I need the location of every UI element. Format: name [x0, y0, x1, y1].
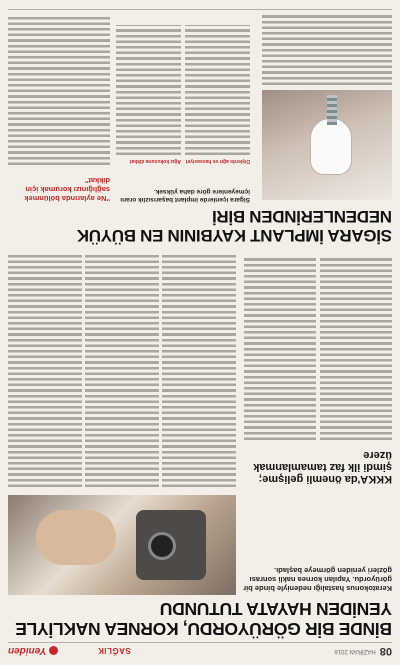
section-label: SAĞLIK	[97, 646, 131, 656]
article-column	[262, 15, 392, 85]
article-column	[162, 255, 236, 487]
middle-story-deck: Sigara içenlerde implant başarısızlık oranı içmeyenlere göre daha yüksek.	[120, 188, 250, 203]
issue-date: HAZİRAN 2016	[334, 648, 376, 654]
text-lines	[162, 255, 236, 487]
article-column	[8, 255, 82, 487]
text-lines	[320, 255, 392, 440]
article-column	[244, 255, 316, 440]
top-story-headline: BİNDE BİR GÖRÜYORDU, KORNEA NAKLİYLE YENİDEN HAYATA TUTUNDU	[15, 599, 392, 639]
text-lines	[185, 25, 250, 155]
text-lines	[8, 15, 110, 165]
implant-screw-shape	[327, 95, 337, 125]
masthead	[8, 642, 392, 659]
article-column	[85, 255, 159, 487]
article-column	[116, 15, 181, 165]
footer-rule	[8, 9, 392, 10]
logo-text: Yeniden	[8, 645, 47, 657]
text-lines	[262, 15, 392, 85]
publication-logo	[8, 646, 58, 657]
dental-implant-photo	[262, 90, 392, 200]
article-column	[8, 15, 110, 165]
logo-icon	[49, 647, 58, 656]
lens-shape	[148, 532, 176, 560]
subhead: Ağız kokusuna dikkat	[129, 158, 181, 164]
text-lines	[8, 255, 82, 487]
sidebar-headline	[242, 449, 392, 485]
tooth-shape	[310, 118, 352, 175]
top-story-deck: Keratokonus hastalığı nedeniyle binde bir görüyordu. Yapılan kornea nakli sonrası gözleri yeniden görmeye başladı.	[243, 566, 392, 593]
text-lines	[85, 255, 159, 487]
small-story-headline: "Ne aylarında bölünmek sağlığınızı korumak için dikkat"	[24, 176, 110, 203]
article-column	[185, 15, 250, 165]
eye-exam-photo	[8, 495, 236, 595]
text-lines	[116, 25, 181, 155]
subhead: Dişlerde ağrı ve hassasiyet	[185, 158, 250, 164]
page-number: 08	[379, 645, 392, 657]
patient-shape	[36, 510, 116, 565]
middle-story-headline: SİGARA İMPLANT KAYBININ EN BÜYÜK NEDENLERİNDEN BİRİ	[77, 207, 392, 245]
text-lines	[244, 255, 316, 440]
sidebar-headline-text: KKKA'da önemli gelişme; şimdi ilk faz tamamlanmak üzere	[253, 449, 392, 485]
article-column	[320, 255, 392, 440]
